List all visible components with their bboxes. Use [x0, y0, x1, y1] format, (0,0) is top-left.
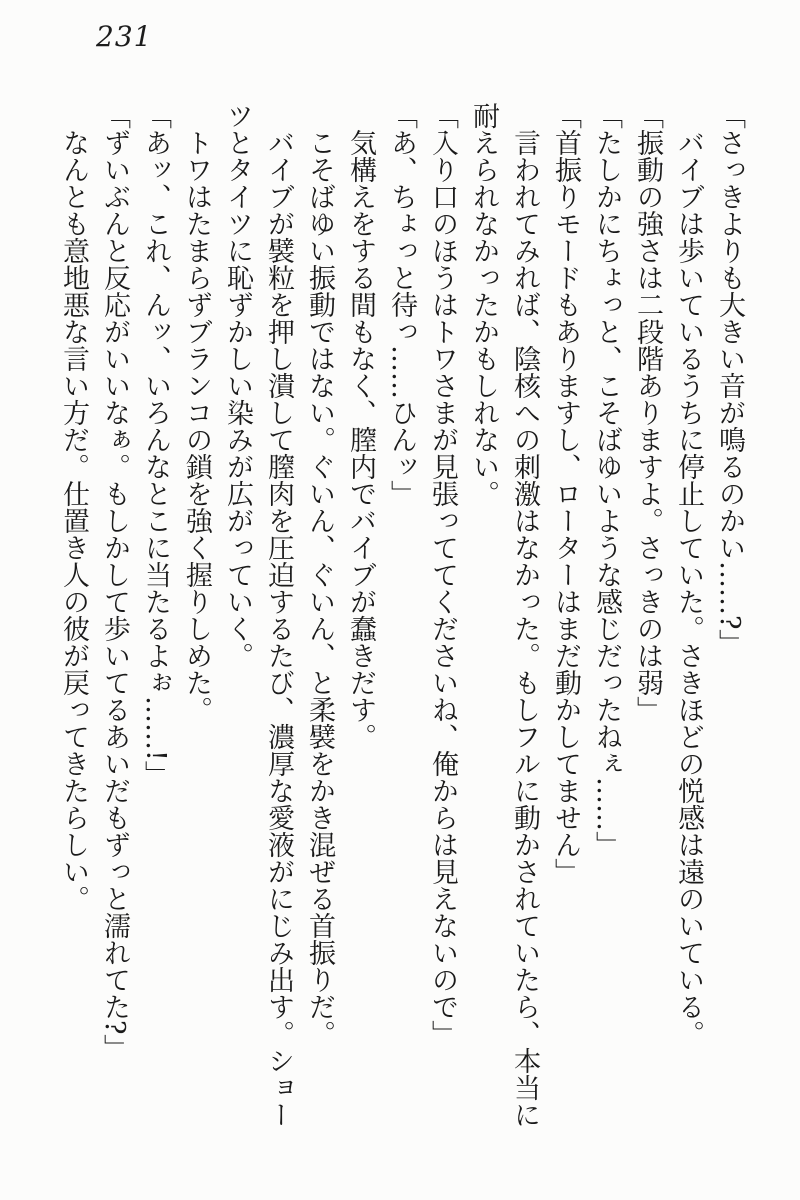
- paragraph: 「首振りモードもありますし、ローターはまだ動かしてません」: [550, 102, 581, 885]
- paragraph: 「たしかにちょっと、こそばゆいような感じだったねぇ……」: [591, 102, 622, 858]
- paragraph: 気構えをする間もなく、膣内でバイブが蠢きだす。: [345, 129, 376, 750]
- paragraph: なんとも意地悪な言い方だ。仕置き人の彼が戻ってきたらしい。: [58, 129, 89, 912]
- paragraph: 言われてみれば、陰核への刺激はなかった。もしフルに動かされていたら、本当に耐えられなかったかもしれない。: [468, 102, 540, 1128]
- paragraph: バイブが襞粒を押し潰して膣肉を圧迫するたび、濃厚な愛液がにじみ出す。ショーツとタイツに恥ずかしい染みが広がっていく。: [222, 102, 294, 1128]
- paragraph: 「振動の強さは二段階ありますよ。さっきのは弱」: [632, 102, 663, 723]
- page-number: 231: [96, 20, 153, 53]
- text-block: [50, 102, 750, 1134]
- paragraph: トワはたまらずブランコの鎖を強く握りしめた。: [181, 129, 212, 723]
- paragraph: 「さっきよりも大きい音が鳴るのかい……?」: [714, 102, 745, 657]
- paragraph: こそばゆい振動ではない。ぐいん、ぐいん、と柔襞をかき混ぜる首振りだ。: [304, 129, 335, 1047]
- paragraph: バイブは歩いているうちに停止していた。さきほどの悦感は遠のいている。: [673, 129, 704, 1047]
- paragraph: 「あ、ちょっと待っ……ひんッ」: [386, 102, 417, 507]
- paragraph: 「ずいぶんと反応がいいなぁ。もしかして歩いてるあいだもずっと濡れてた?」: [99, 102, 130, 1062]
- paragraph: 「あッ、これ、んッ、いろんなとこに当たるよぉ……!」: [140, 102, 171, 788]
- paragraph: 「入り口のほうはトワさまが見張っててくださいね、俺からは見えないので」: [427, 102, 458, 1047]
